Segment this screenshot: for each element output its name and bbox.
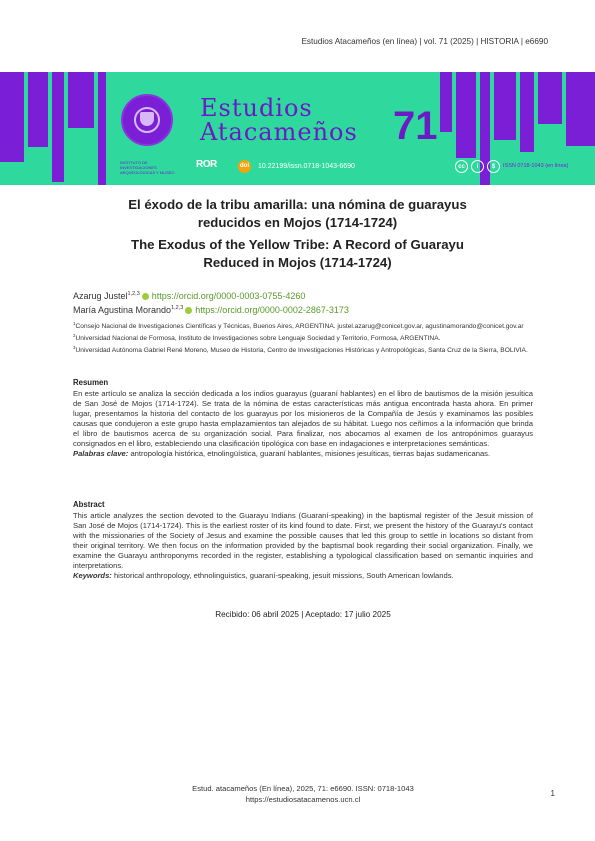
- decor-bar: [68, 72, 94, 128]
- resumen-heading: Resumen: [73, 378, 109, 387]
- page-number: 1: [550, 789, 555, 798]
- ror-logo[interactable]: ROR: [196, 159, 217, 170]
- resumen-text: En este artículo se analiza la sección dedicada a los indios guarayus (guaraní hablantes) en el libro de bautismos de la misión jesuítica de San José de Mojos (1714-1724). Se trata de la nómina de estas características más antigua encontrada hasta ahora. En primer lugar, presentamos la historia del contacto de los guarayus por los misioneros de la Compañía de Jesús y examinamos las posibles causas que condujeron a este grupo hasta emplazamientos tan alejados de su hábitat. Luego nos ceñimos a la información que brinda el libro de bautismos acerca de su organización social. Para finalizar, nos abocamos al examen de los antropónimos guarayus consignados en el libro, estableciendo una clasificación tipológica con base en indagaciones e interpretaciones semánticas. Palabras clave: antropología histórica, etnolingüística, guaraní hablantes, misiones jesuíticas, tierras bajas sudamericanas.: [73, 389, 533, 458]
- decor-bar: [566, 72, 595, 146]
- decor-bar: [0, 72, 24, 162]
- doi-link[interactable]: 10.22199/issn.0718-1043-6690: [258, 163, 355, 170]
- affiliation: $^2$Universidad Nacional de Formosa, Instituto de Investigaciones sobre Lenguaje Sociedad y Territorio, Formosa, ARGENTINA.: [73, 332, 441, 342]
- author-line: Azarug Justel$^{1,2,3}$ https://orcid.org/0000-0003-0755-4260: [73, 291, 306, 301]
- journal-banner: [0, 72, 595, 185]
- affiliation: $^1$Consejo Nacional de Investigaciones Científicas y Técnicas, Buenos Aires, ARGENTINA. justel.azarug@conicet.gov.ar, agustinamorando@conicet.gov.ar: [73, 321, 524, 331]
- decor-bar: [520, 72, 534, 152]
- decor-bar: [494, 72, 516, 140]
- author-name: Azarug Justel: [73, 291, 128, 301]
- doi-icon: doi: [238, 160, 251, 173]
- orcid-icon: [185, 307, 192, 314]
- affiliations: [73, 320, 533, 355]
- decor-bar: [440, 72, 452, 132]
- volume-number: 71: [393, 104, 438, 148]
- keywords-label-es: Palabras clave:: [73, 449, 129, 458]
- shield-icon: [140, 112, 154, 126]
- noncommercial-icon: $: [487, 160, 500, 173]
- abstract-heading: Abstract: [73, 500, 105, 509]
- orcid-icon: [142, 293, 149, 300]
- title-spanish: El éxodo de la tribu amarilla: una nómina de guarayus reducidos en Mojos (1714-1724): [128, 197, 467, 230]
- issn-label: ISSN 0718-1043 (en línea): [503, 163, 569, 169]
- creative-commons-icon[interactable]: cc: [455, 160, 468, 173]
- decor-bar: [538, 72, 562, 124]
- orcid-link[interactable]: https://orcid.org/0000-0002-2867-3173: [195, 305, 349, 315]
- abstract-text: This article analyzes the section devoted to the Guarayu Indians (Guaraní-speaking) in the baptismal register of the Jesuit mission of San José de Mojos (1714-1724). This is the earliest roster of its kind found to date. First, we present the history of the Guarayu's contact with the missionaries of the Society of Jesus and examine the possible causes that led this group to settle in locations so distant from their original territory. We then focus on the information provided by the baptismal book regarding their social organization. Finally, we examine the Guarayu anthroponyms recorded in the register, establishing a typological classification based on semantic inquiries and interpretations. Keywords: historical anthropology, ethnolinguistics, guaraní-speaking, jesuit missions, South American lowlands.: [73, 511, 533, 580]
- attribution-icon: i: [471, 160, 484, 173]
- author-name: María Agustina Morando: [73, 305, 172, 315]
- keywords-label-en: Keywords:: [73, 571, 112, 580]
- keywords-es: antropología histórica, etnolingüística, guaraní hablantes, misiones jesuíticas, tierras bajas sudamericanas.: [130, 449, 491, 458]
- decor-bar: [28, 72, 48, 147]
- decor-bar: [52, 72, 64, 182]
- journal-url[interactable]: https://estudiosatacamenos.ucn.cl: [245, 795, 361, 804]
- journal-title-line2: Atacameños: [200, 118, 358, 146]
- citation-line: Estud. atacameños (En línea), 2025, 71: e6690. ISSN: 0718-1043: [192, 784, 414, 793]
- received-accepted-dates: Recibido: 06 abril 2025 | Aceptado: 17 julio 2025: [215, 610, 391, 619]
- decor-bar: [456, 72, 476, 158]
- author-list: [73, 288, 349, 316]
- decor-bar: [98, 72, 106, 185]
- institution-name: INSTITUTO DE INVESTIGACIONES ARQUEOLÓGICAS Y MUSEO: [120, 160, 175, 175]
- page-footer: [73, 783, 533, 805]
- author-line: María Agustina Morando$^{1,2,3}$ https://orcid.org/0000-0002-2867-3173: [73, 305, 349, 315]
- keywords-en: historical anthropology, ethnolinguistics, guaraní-speaking, jesuit missions, South American lowlands.: [113, 571, 454, 580]
- affiliation: $^3$Universidad Autónoma Gabriel René Moreno, Museo de Historia, Centro de Investigaciones Históricas y Antropológicas, Santa Cruz de la Sierra, BOLIVIA.: [73, 344, 528, 354]
- journal-title-line1: Estudios: [200, 94, 313, 122]
- orcid-link[interactable]: https://orcid.org/0000-0003-0755-4260: [151, 291, 306, 301]
- running-head: Estudios Atacameños (en línea) | vol. 71 (2025) | HISTORIA | e6690: [301, 37, 548, 46]
- university-seal-logo: [121, 94, 173, 146]
- title-english: The Exodus of the Yellow Tribe: A Record of Guarayu Reduced in Mojos (1714-1724): [131, 237, 464, 270]
